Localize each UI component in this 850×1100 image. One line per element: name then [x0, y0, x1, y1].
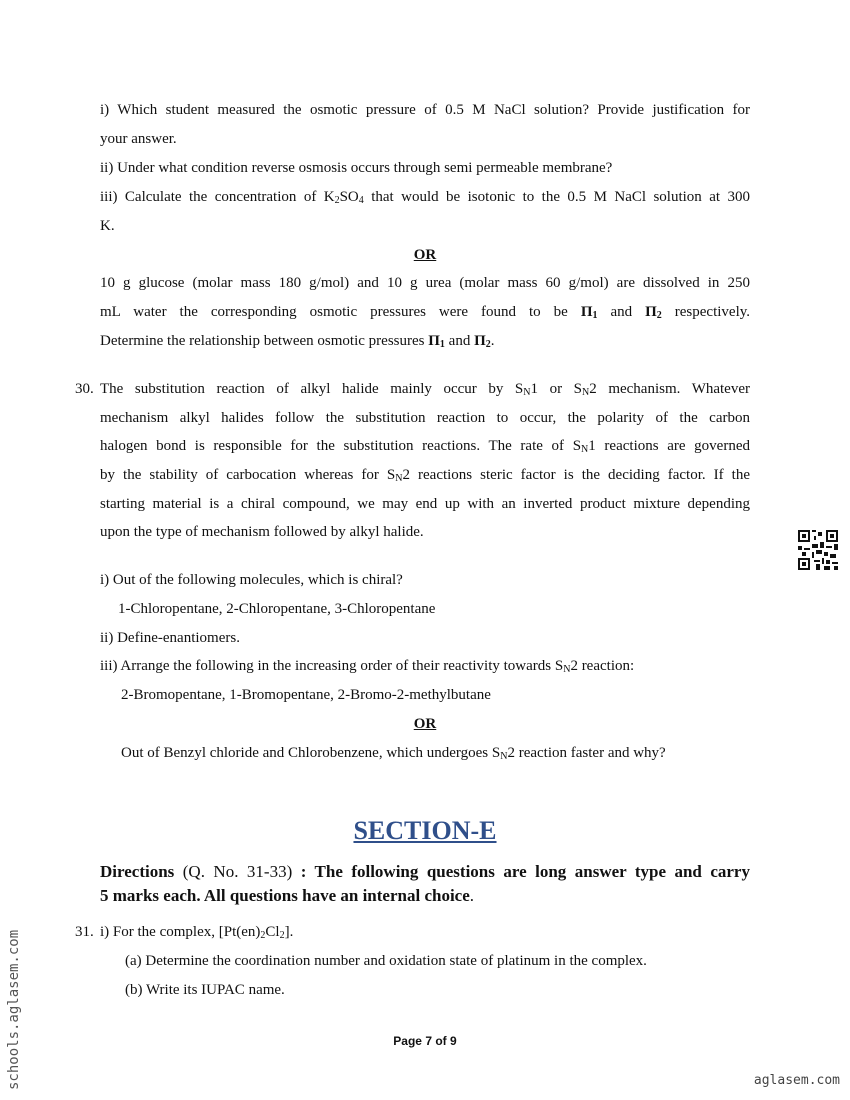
- q30-ii: ii) Define-enantiomers.: [100, 630, 240, 646]
- page-footer: Page 7 of 9: [393, 1034, 457, 1048]
- side-watermark: schools.aglasem.com: [6, 929, 22, 1090]
- q30-i: i) Out of the following molecules, which is chiral?: [100, 572, 403, 588]
- q30-passage-line4: by the stability of carbocation whereas for $S_N2$ reactions steric factor is the deciding factor. If the: [100, 467, 750, 484]
- q30-passage-line1: The substitution reaction of alkyl halide mainly occur by $S_N1$ or $S_N2$ mechanism. Whatever: [100, 381, 750, 398]
- q30-iii: iii) Arrange the following in the increasing order of their reactivity towards $S_N2$ reaction:: [100, 658, 635, 675]
- corner-watermark: aglasem.com: [753, 1073, 840, 1088]
- q29-alt-line2: mL water the corresponding osmotic pressures were found to be $\Pi_1$ and $\Pi_2$ respectively.: [100, 304, 751, 321]
- q31-i: i) For the complex, $[Pt(en)_2Cl_2]$.: [100, 924, 294, 941]
- q30-passage-line5: starting material is a chiral compound, we may end up with an inverted product mixture depending: [100, 496, 750, 512]
- q29-iii-line2: K.: [100, 218, 115, 234]
- q30-number: 30.: [75, 381, 94, 397]
- q31-i-b: (b) Write its IUPAC name.: [125, 982, 285, 998]
- q30-passage-line2: mechanism alkyl halides follow the substitution reaction to occur, the polarity of the carbon: [100, 410, 750, 426]
- q30-passage-line3: halogen bond is responsible for the substitution reactions. The rate of $S_N1$ reactions are governed: [100, 438, 750, 455]
- section-e-directions: Directions (Q. No. 31-33) : The following questions are long answer type and carry 5 marks each. All questions have an internal choice.: [100, 862, 750, 905]
- q29-iii-line1: iii) Calculate the concentration of $K_2SO_4$ that would be isotonic to the 0.5 M NaCl solution at 300: [100, 189, 750, 206]
- q30-passage-line6: upon the type of mechanism followed by alkyl halide.: [100, 524, 424, 540]
- q30-iii-options: 2-Bromopentane, 1-Bromopentane, 2-Bromo-2-methylbutane: [121, 687, 491, 703]
- q31-i-a: (a) Determine the coordination number and oxidation state of platinum in the complex.: [125, 953, 647, 969]
- q29-or: OR: [413, 247, 437, 263]
- q29-alt-line1: 10 g glucose (molar mass 180 g/mol) and 10 g urea (molar mass 60 g/mol) are dissolved in 250: [100, 275, 750, 291]
- q29-alt-line3: Determine the relationship between osmotic pressures $\Pi_1$ and $\Pi_2$.: [100, 333, 495, 350]
- q30-or: OR: [413, 716, 437, 732]
- q30-i-options: 1-Chloropentane, 2-Chloropentane, 3-Chloropentane: [118, 601, 436, 617]
- q31-number: 31.: [75, 924, 94, 940]
- q29-i-line1: i) Which student measured the osmotic pressure of 0.5 M NaCl solution? Provide justification for: [100, 102, 750, 118]
- q29-ii: ii) Under what condition reverse osmosis occurs through semi permeable membrane?: [100, 160, 613, 176]
- section-e-heading: SECTION-E: [353, 816, 497, 845]
- qr-code: [798, 530, 838, 570]
- q30-alt: Out of Benzyl chloride and Chlorobenzene, which undergoes $S_N2$ reaction faster and why?: [121, 745, 666, 762]
- q29-i-line2: your answer.: [100, 131, 177, 147]
